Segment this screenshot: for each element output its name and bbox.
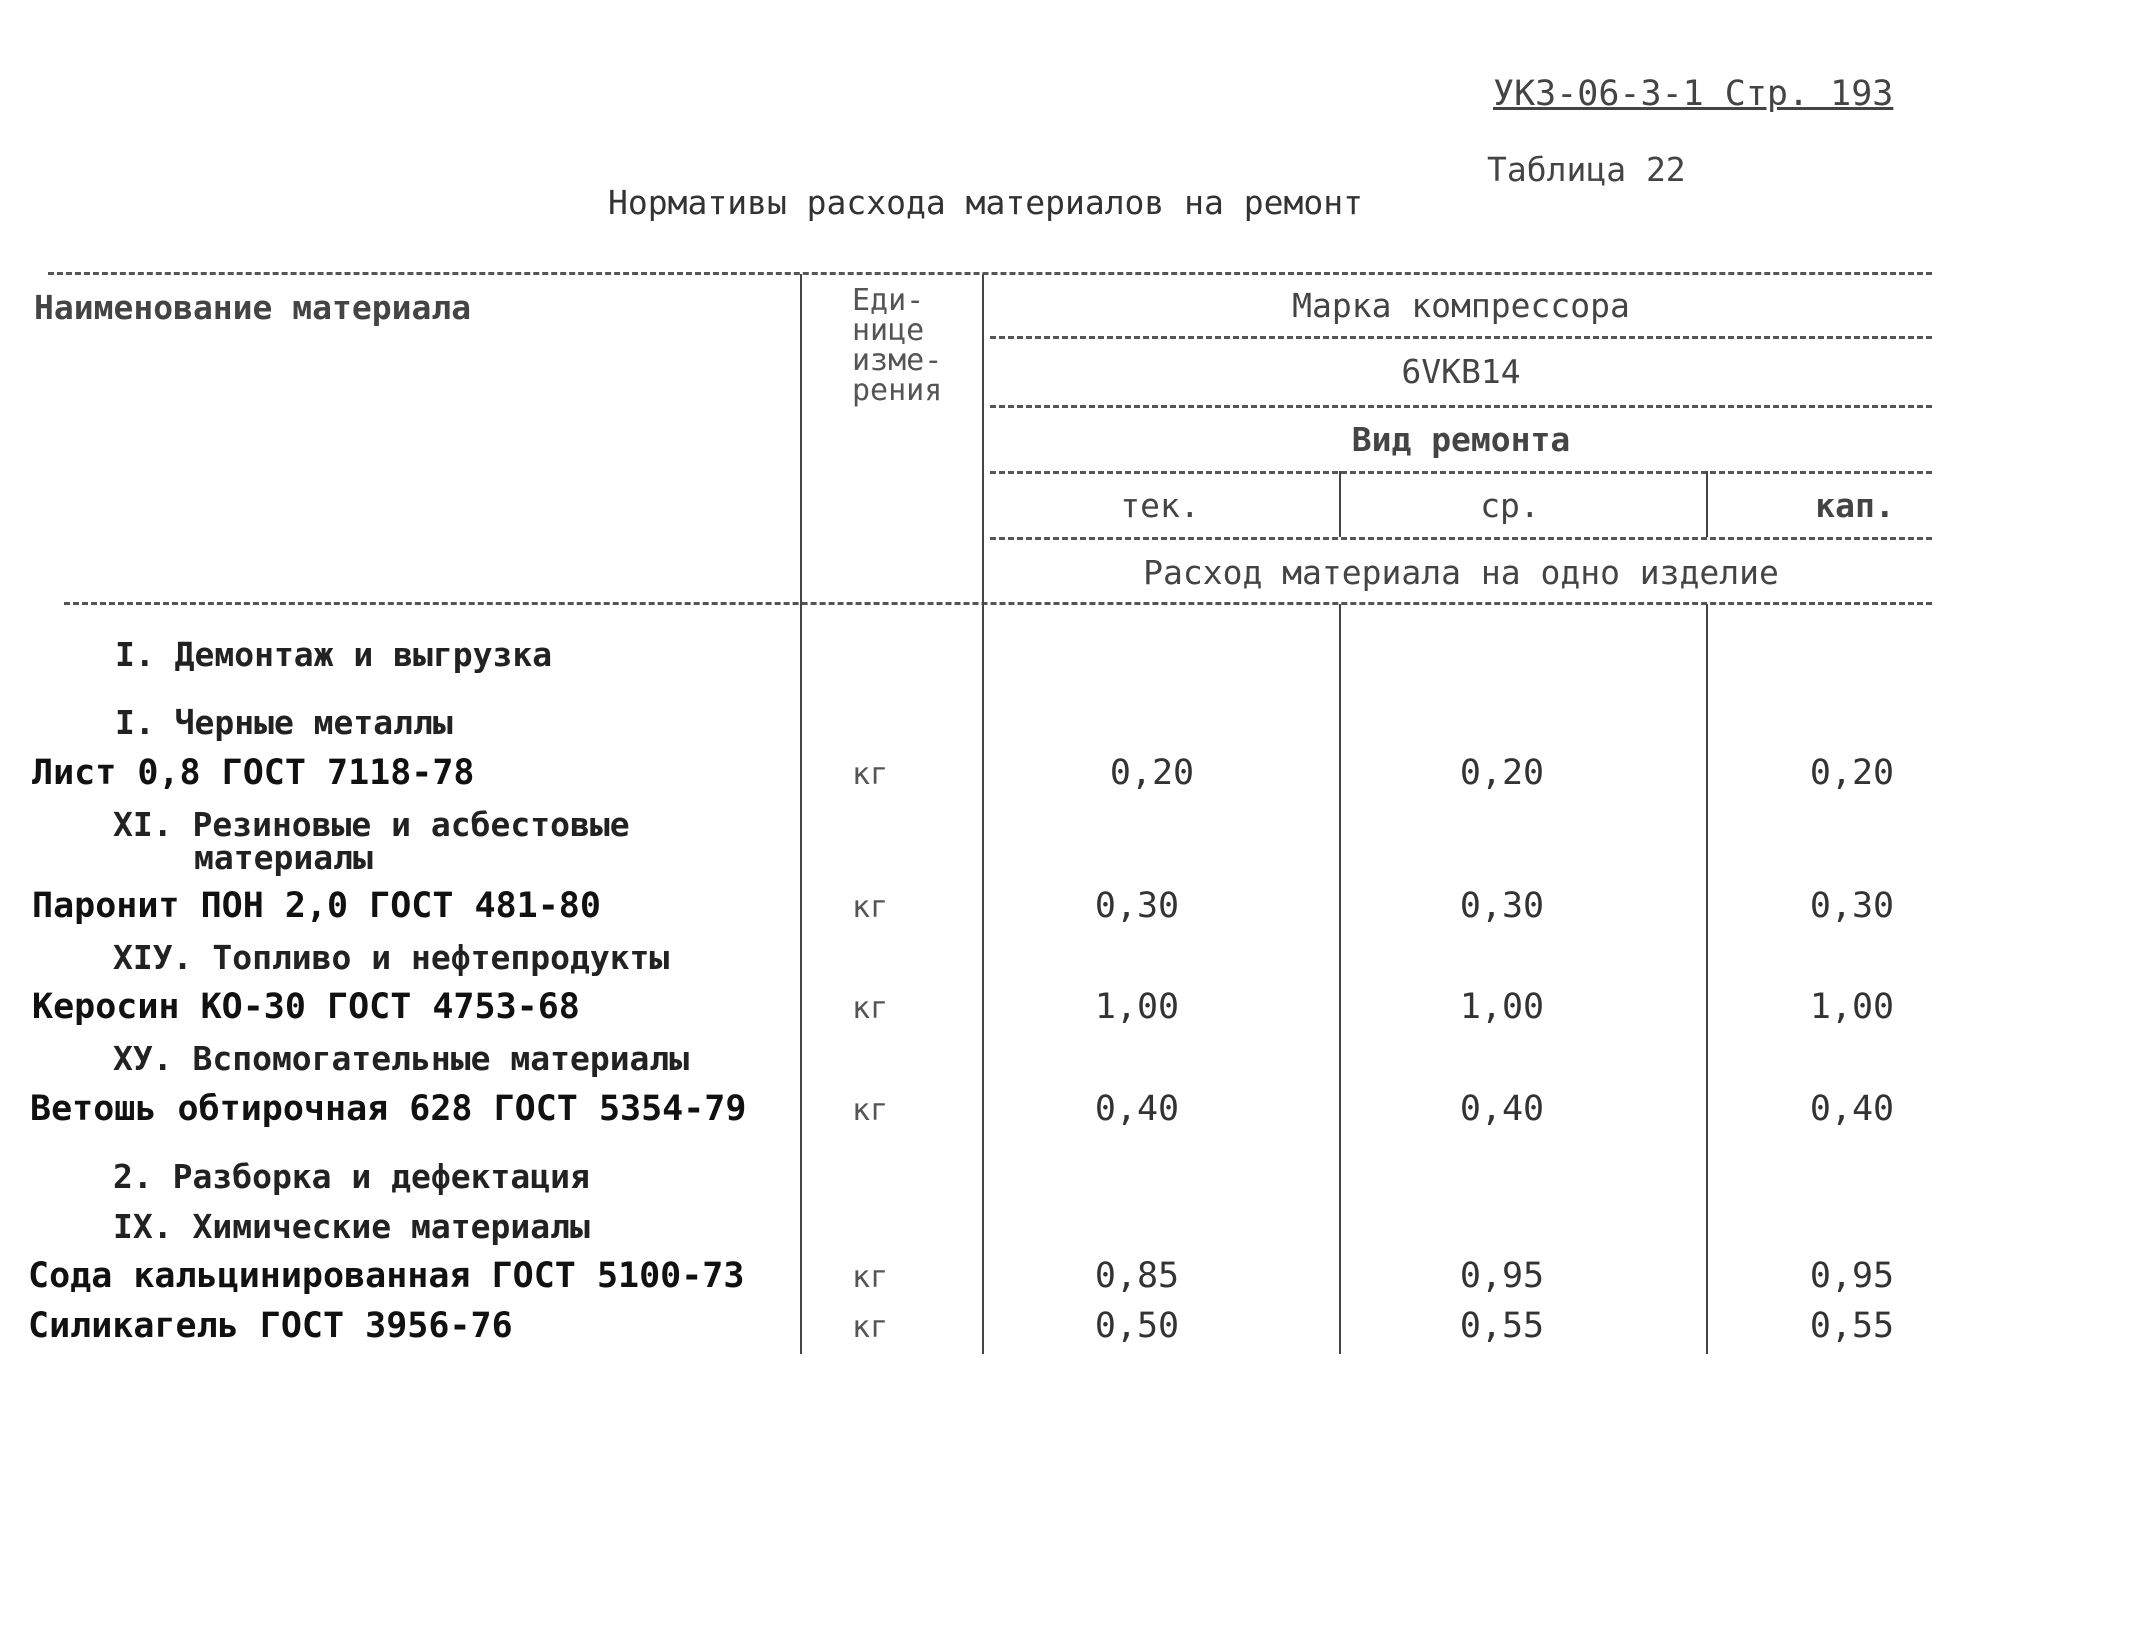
material-name: Керосин КО-30 ГОСТ 4753-68: [32, 987, 580, 1027]
table-number: Таблица 22: [1487, 150, 1686, 189]
material-unit: кг: [851, 1310, 889, 1345]
header-repair-medium: ср.: [1480, 486, 1540, 525]
column-divider-unit: [982, 274, 984, 1354]
column-divider-sr: [1706, 604, 1708, 1354]
document-code: УКЗ-06-3-1 Стр. 193: [1493, 74, 1894, 114]
value-medium: 0,95: [1459, 1256, 1545, 1296]
material-unit: кг: [851, 991, 889, 1026]
subsection-heading: ХУ. Вспомогательные материалы: [113, 1039, 690, 1078]
header-repair-current: тек.: [1120, 486, 1200, 525]
subsection-heading: I. Черные металлы: [115, 703, 453, 742]
section-heading: 2. Разборка и дефектация: [113, 1157, 590, 1196]
value-current: 0,30: [1094, 886, 1180, 926]
table-title: Нормативы расхода материалов на ремонт: [608, 183, 1363, 222]
header-unit: Еди- нице изме- рения: [852, 283, 943, 408]
header-material-name: [34, 288, 471, 327]
value-medium: 1,00: [1459, 987, 1545, 1027]
header-consumption-label: Расход материала на одно изделие: [1143, 553, 1779, 592]
subsection-heading: XIУ. Топливо и нефтепродукты: [113, 938, 670, 977]
value-capital: 0,55: [1809, 1306, 1895, 1346]
repair-type-rule: [990, 471, 1932, 474]
value-capital: 1,00: [1809, 987, 1895, 1027]
material-name: Сода кальцинированная ГОСТ 5100-73: [28, 1256, 745, 1296]
material-unit: кг: [851, 1260, 889, 1295]
column-divider-tek: [1339, 604, 1341, 1354]
material-unit: кг: [851, 757, 889, 792]
column-divider-tek-head: [1339, 471, 1341, 537]
value-current: 0,50: [1094, 1306, 1180, 1346]
column-divider-name: [800, 274, 802, 1354]
header-repair-type-label: Вид ремонта: [1351, 420, 1571, 459]
material-unit: кг: [851, 1093, 889, 1128]
value-current: 1,00: [1094, 987, 1180, 1027]
value-medium: 0,40: [1459, 1089, 1545, 1129]
value-capital: 0,30: [1809, 886, 1895, 926]
value-current: 0,40: [1094, 1089, 1180, 1129]
subsection-heading: IX. Химические материалы: [113, 1207, 590, 1246]
section-heading: I. Демонтаж и выгрузка: [115, 635, 553, 674]
header-material-name-label: Наименование материала: [34, 288, 472, 327]
value-capital: 0,40: [1809, 1089, 1895, 1129]
value-current: 0,85: [1094, 1256, 1180, 1296]
table-top-rule: [48, 272, 1932, 275]
value-medium: 0,55: [1459, 1306, 1545, 1346]
material-name: Лист 0,8 ГОСТ 7118-78: [32, 753, 475, 793]
subsection-heading-continued: материалы: [194, 838, 373, 877]
material-name: Ветошь обтирочная 628 ГОСТ 5354-79: [30, 1089, 747, 1129]
header-repair-capital: кап.: [1815, 486, 1895, 525]
brand-value-rule: [990, 405, 1932, 408]
brand-rule: [990, 336, 1932, 339]
value-current: 0,20: [1109, 753, 1195, 793]
value-capital: 0,95: [1809, 1256, 1895, 1296]
value-medium: 0,30: [1459, 886, 1545, 926]
material-name: Силикагель ГОСТ 3956-76: [28, 1306, 513, 1346]
material-name: Паронит ПОН 2,0 ГОСТ 481-80: [32, 886, 601, 926]
value-medium: 0,20: [1459, 753, 1545, 793]
column-divider-sr-head: [1706, 471, 1708, 537]
material-unit: кг: [851, 890, 889, 925]
header-compressor-brand-label: Марка компрессора: [1292, 286, 1630, 325]
repair-kinds-rule: [990, 537, 1932, 540]
header-bottom-rule: [64, 602, 1932, 605]
header-compressor-brand: 6VKB14: [1401, 352, 1521, 391]
subsection-heading: XI. Резиновые и асбестовые: [113, 805, 630, 844]
value-capital: 0,20: [1809, 753, 1895, 793]
